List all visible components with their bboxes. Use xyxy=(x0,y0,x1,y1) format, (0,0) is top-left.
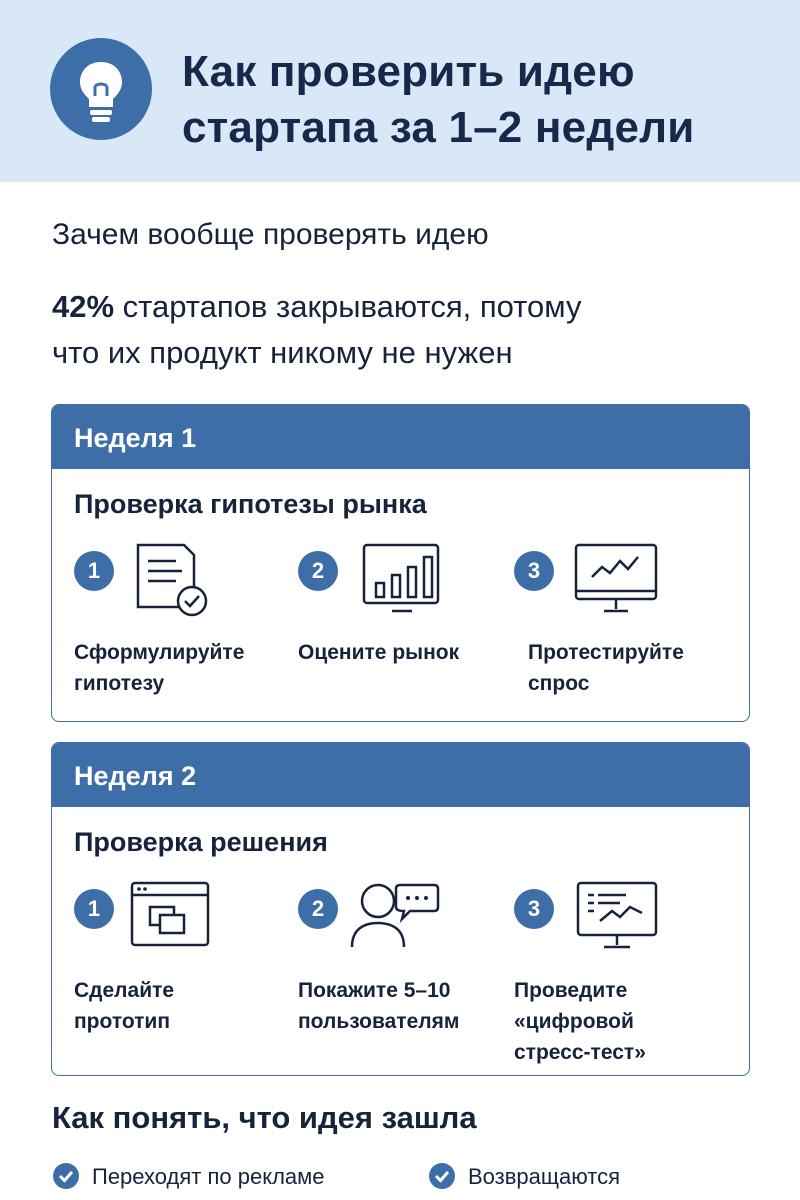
stat-line-1 xyxy=(52,284,752,330)
step-label: Оцените рынок xyxy=(298,641,460,664)
document-check-icon xyxy=(132,543,212,619)
step-number: 2 xyxy=(298,551,338,591)
page-title xyxy=(182,44,782,156)
check-circle-icon xyxy=(52,1162,80,1190)
week1-subtitle: Проверка гипотезы рынка xyxy=(74,489,427,519)
week2-card xyxy=(51,742,750,1076)
title-line-2: стартапа за 1–2 недели xyxy=(182,103,695,152)
stat-text-1: стартапов закрываются, потому xyxy=(114,289,582,324)
step-number: 1 xyxy=(74,889,114,929)
check-circle-icon xyxy=(428,1162,456,1190)
step-number: 3 xyxy=(514,889,554,929)
stat-percent: 42% xyxy=(52,289,115,324)
user-chat-icon xyxy=(348,881,440,957)
browser-window-icon xyxy=(130,881,212,957)
step-label: Сделайте прототип xyxy=(74,979,175,1033)
check-label: Возвращаются xyxy=(468,1164,621,1189)
stat-text xyxy=(52,284,752,376)
step-number: 2 xyxy=(298,889,338,929)
success-heading: Как понять, что идея зашла xyxy=(52,1100,477,1135)
step-number: 3 xyxy=(514,551,554,591)
step-label: Проведите «цифровой стресс-тест» xyxy=(514,979,646,1064)
header-banner xyxy=(0,0,800,182)
week1-title: Неделя 1 xyxy=(52,405,749,469)
bar-chart-icon xyxy=(362,543,442,619)
week1-card xyxy=(51,404,750,722)
week2-title: Неделя 2 xyxy=(52,743,749,807)
step-label: Покажите 5–10 пользователям xyxy=(298,979,460,1033)
monitor-report-icon xyxy=(576,881,660,957)
week2-subtitle: Проверка решения xyxy=(74,827,328,857)
step-number: 1 xyxy=(74,551,114,591)
stat-line-2: что их продукт никому не нужен xyxy=(52,335,513,370)
lightbulb-icon xyxy=(50,38,152,140)
why-heading: Зачем вообще проверять идею xyxy=(52,218,489,251)
check-label: Переходят по рекламе xyxy=(92,1164,325,1189)
monitor-line-chart-icon xyxy=(574,543,660,619)
step-label: Протестируйте спрос xyxy=(528,641,684,695)
title-line-1: Как проверить идею xyxy=(182,47,635,96)
step-label: Сформулируйте гипотезу xyxy=(74,641,245,695)
